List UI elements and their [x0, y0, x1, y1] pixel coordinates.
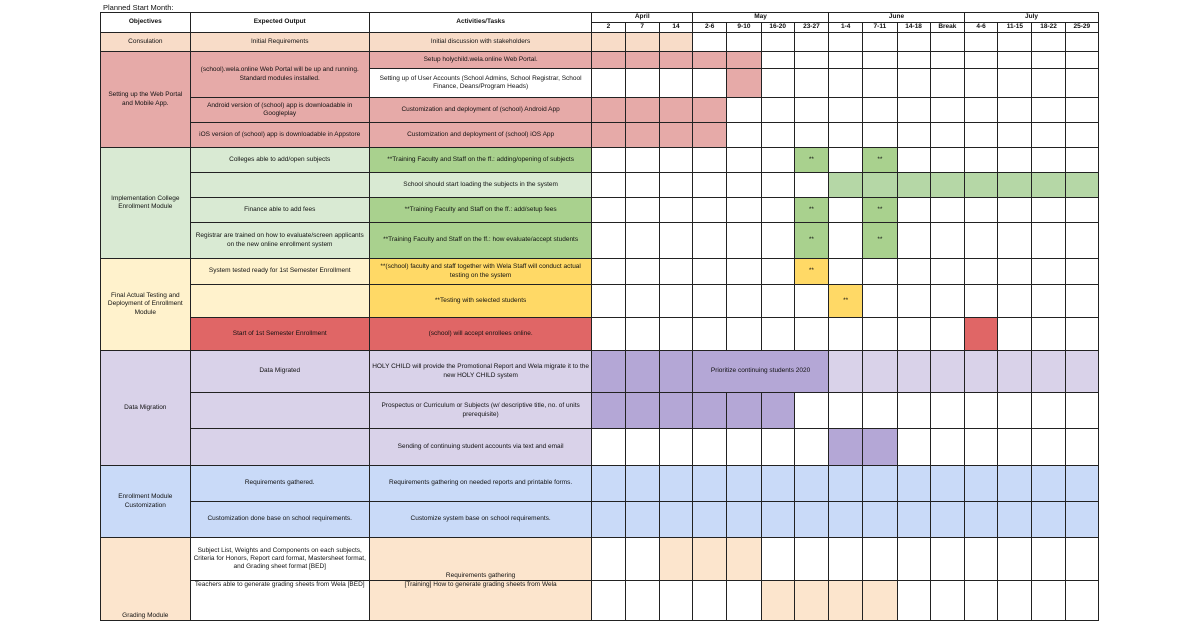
table-row: [101, 318, 1099, 351]
week-header: 11-15: [998, 23, 1032, 33]
table-row: [101, 502, 1099, 538]
activity-cell: **Training Faculty and Staff on the ff.: how evaluate/accept students: [369, 223, 592, 259]
table-row: [101, 581, 1099, 621]
header-expected-output: Expected Output: [190, 13, 369, 33]
activity-cell: Sending of continuing student accounts via text and email: [369, 429, 592, 466]
milestone-mark: **: [794, 148, 828, 173]
gantt-note: Prioritize continuing students 2020: [693, 351, 829, 393]
table-row: [101, 173, 1099, 198]
week-header: 1-4: [829, 23, 863, 33]
table-row: [101, 148, 1099, 173]
gantt-table: [100, 12, 1099, 621]
output-cell: [190, 285, 369, 318]
table-row: [101, 33, 1099, 52]
activity-cell: Prospectus or Curriculum or Subjects (w/ descriptive title, no. of units prerequisite): [369, 393, 592, 429]
week-header: 2-6: [693, 23, 727, 33]
objective-cell: Setting up the Web Portal and Mobile App.: [101, 52, 191, 148]
week-header: 9-10: [727, 23, 761, 33]
activity-cell: **Training Faculty and Staff on the ff.: adding/opening of subjects: [369, 148, 592, 173]
output-cell: Android version of (school) app is downloadable in Googleplay: [190, 98, 369, 123]
output-cell: [190, 393, 369, 429]
activity-cell: Initial discussion with stakeholders: [369, 33, 592, 52]
table-row: [101, 123, 1099, 148]
activity-cell: **(school) faculty and staff together with Wela Staff will conduct actual testing on the system: [369, 259, 592, 285]
week-header: 16-20: [761, 23, 794, 33]
objective-cell: Grading Module: [101, 538, 191, 621]
objective-cell: Final Actual Testing and Deployment of Enrollment Module: [101, 259, 191, 351]
week-header: 25-29: [1065, 23, 1098, 33]
table-row: [101, 393, 1099, 429]
milestone-mark: **: [863, 148, 897, 173]
output-cell: [190, 173, 369, 198]
week-header: 4-6: [965, 23, 998, 33]
output-cell: System tested ready for 1st Semester Enrollment: [190, 259, 369, 285]
table-row: [101, 198, 1099, 223]
objective-cell: Implementation College Enrollment Module: [101, 148, 191, 259]
output-cell: iOS version of (school) app is downloadable in Appstore: [190, 123, 369, 148]
table-row: [101, 259, 1099, 285]
header-activities: Activities/Tasks: [369, 13, 592, 33]
milestone-mark: **: [863, 198, 897, 223]
activity-cell: Setup holychild.wela.online Web Portal.: [369, 52, 592, 69]
month-header: June: [829, 13, 965, 23]
week-header: 14: [659, 23, 692, 33]
table-row: [101, 223, 1099, 259]
output-cell: Subject List, Weights and Components on each subjects, Criteria for Honors, Report card format, Mastersheet format, and Grading sheet format [BED]: [190, 538, 369, 581]
month-header: May: [693, 13, 829, 23]
output-cell: Requirements gathered.: [190, 466, 369, 502]
activity-cell: **Training Faculty and Staff on the ff.: add/setup fees: [369, 198, 592, 223]
header-objectives: Objectives: [101, 13, 191, 33]
output-cell: Initial Requirements: [190, 33, 369, 52]
activity-cell: HOLY CHILD will provide the Promotional Report and Wela migrate it to the new HOLY CHILD system: [369, 351, 592, 393]
output-cell: Customization done base on school requirements.: [190, 502, 369, 538]
week-header: 23-27: [794, 23, 828, 33]
output-cell: Colleges able to add/open subjects: [190, 148, 369, 173]
activity-cell: Setting up of User Accounts (School Admins, School Registrar, School Finance, Deans/Program Heads): [369, 69, 592, 98]
output-cell: Finance able to add fees: [190, 198, 369, 223]
milestone-mark: **: [794, 259, 828, 285]
week-header: 18-22: [1032, 23, 1065, 33]
milestone-mark: **: [794, 223, 828, 259]
objective-cell: Data Migration: [101, 351, 191, 466]
table-row: [101, 52, 1099, 69]
output-cell: (school).wela.online Web Portal will be up and running. Standard modules installed.: [190, 52, 369, 98]
output-cell: [190, 429, 369, 466]
week-header: 7-11: [863, 23, 897, 33]
activity-cell: (school) will accept enrollees online.: [369, 318, 592, 351]
table-row: [101, 429, 1099, 466]
table-row: [101, 538, 1099, 581]
activity-cell: Customization and deployment of (school) iOS App: [369, 123, 592, 148]
week-header: Break: [930, 23, 964, 33]
activity-cell: [Training] How to generate grading sheets from Wela: [369, 581, 592, 621]
activity-cell: Requirements gathering on needed reports and printable forms.: [369, 466, 592, 502]
output-cell: Start of 1st Semester Enrollment: [190, 318, 369, 351]
activity-cell: Customize system base on school requirements.: [369, 502, 592, 538]
table-row: [101, 351, 1099, 393]
activity-cell: Customization and deployment of (school) Android App: [369, 98, 592, 123]
week-header: 2: [592, 23, 625, 33]
output-cell: Registrar are trained on how to evaluate/screen applicants on the new online enrollment system: [190, 223, 369, 259]
output-cell: Teachers able to generate grading sheets from Wela [BED]: [190, 581, 369, 621]
table-row: [101, 285, 1099, 318]
month-header: July: [965, 13, 1099, 23]
month-header: April: [592, 13, 693, 23]
activity-cell: **Testing with selected students: [369, 285, 592, 318]
activity-cell: School should start loading the subjects in the system: [369, 173, 592, 198]
week-header: 14-18: [897, 23, 930, 33]
output-cell: Data Migrated: [190, 351, 369, 393]
table-row: [101, 98, 1099, 123]
table-row: [101, 466, 1099, 502]
objective-cell: Consulation: [101, 33, 191, 52]
objective-cell: Enrollment Module Customization: [101, 466, 191, 538]
planned-start-label: Planned Start Month:: [103, 3, 174, 12]
milestone-mark: **: [829, 285, 863, 318]
milestone-mark: **: [794, 198, 828, 223]
week-header: 7: [625, 23, 659, 33]
milestone-mark: **: [863, 223, 897, 259]
activity-cell: Requirements gathering: [369, 538, 592, 581]
